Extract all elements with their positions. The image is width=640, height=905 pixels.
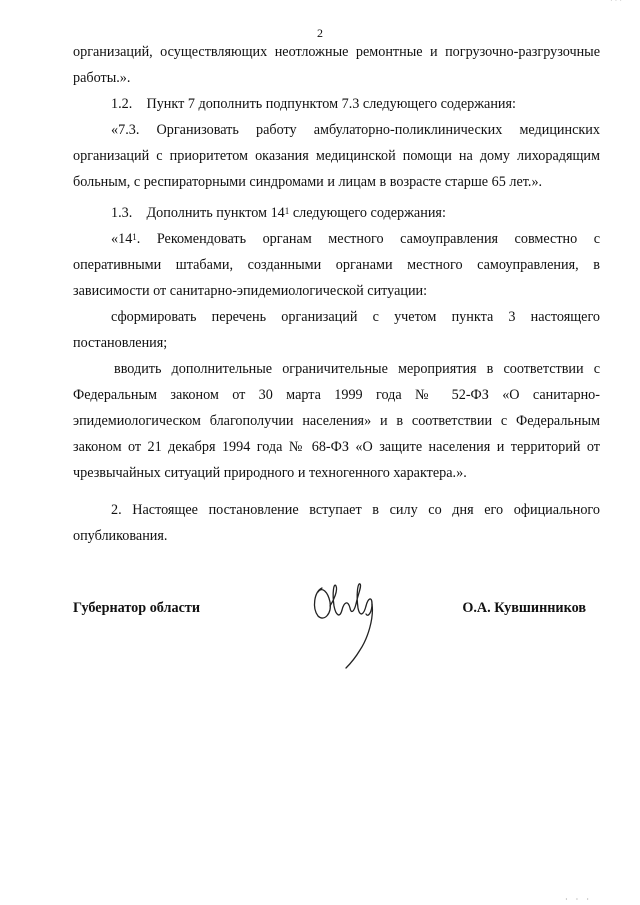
handwritten-signature (308, 578, 388, 673)
paragraph-item-1-2: 1.2. Пункт 7 дополнить подпунктом 7.3 следующего содержания: (111, 95, 516, 112)
paragraph-quote-14-1 (73, 227, 600, 305)
paragraph-list-item-1: сформировать перечень организаций с учетом пункта 3 настоящего постановления; (73, 309, 600, 351)
scan-artifact: · · · (565, 895, 592, 904)
paragraph-list-item-2: вводить дополнительные ограничительные мероприятия в соответствии с Федеральным законом от 30 марта 1999 года № 52-ФЗ «О санитарно-эпидемиологическом благополучии населения» и в соответствии с Федеральным законом от 21 декабря 1994 года № 68-ФЗ «О защите населения и территорий от чрезвычайных ситуаций природного и техногенного характера.». (73, 360, 600, 481)
item-1-3-text: 1.3. Дополнить пунктом 14 (111, 205, 285, 222)
item-1-3-text-end: следующего содержания: (289, 205, 446, 222)
superscript: 1 (132, 232, 137, 243)
quote-14-1-text: «14 (111, 231, 133, 248)
signatory-title: Губернатор области (73, 600, 201, 616)
page-number: 2 (317, 26, 323, 40)
superscript: 1 (284, 206, 290, 217)
paragraph-quote-7-3: «7.3. Организовать работу амбулаторно-поликлинических медицинских организаций с приоритетом оказания медицинской помощи на дому лихорадящим больным, с респираторными синдромами и лицам в возрасте старше 65 лет.». (73, 121, 600, 190)
signatory-name: О.А. Кувшинников (462, 600, 586, 616)
quote-14-1-text-end: . Рекомендовать органам местного самоуправления совместно с оперативными штабами, созданными органами местного самоуправления, в зависимости от санитарно-эпидемиологической ситуации: (73, 231, 600, 300)
paragraph-item-2: 2. Настоящее постановление вступает в силу со дня его официального опубликования. (73, 502, 600, 545)
paragraph-continuation: организаций, осуществляющих неотложные ремонтные и погрузочно-разгрузочные работы.». (73, 44, 600, 86)
paragraph-item-1-3 (73, 201, 600, 227)
document-body (73, 40, 600, 550)
scan-artifact: · · · (610, 0, 622, 5)
